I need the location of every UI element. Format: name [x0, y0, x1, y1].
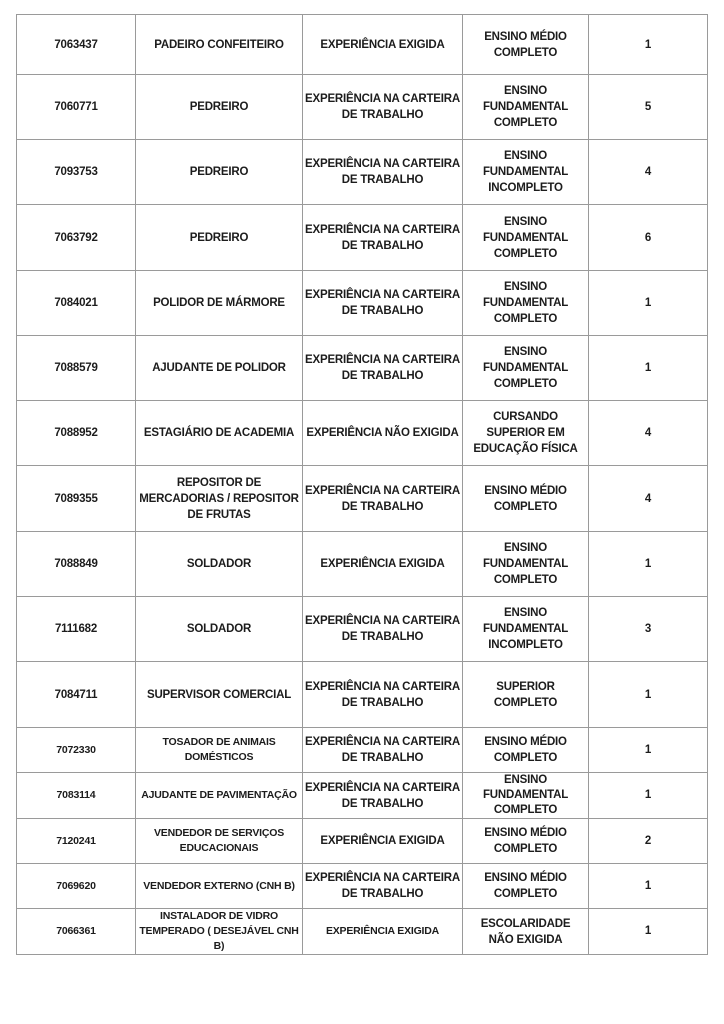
table-row — [17, 864, 708, 909]
education-requirement: ENSINO MÉDIO COMPLETO — [463, 819, 589, 864]
vacancy-code: 7088579 — [17, 336, 136, 401]
experience-requirement: EXPERIÊNCIA NA CARTEIRA DE TRABALHO — [303, 662, 463, 728]
table-row — [17, 140, 708, 205]
education-requirement: ENSINO MÉDIO COMPLETO — [463, 728, 589, 773]
education-requirement: CURSANDO SUPERIOR EM EDUCAÇÃO FÍSICA — [463, 401, 589, 466]
vacancy-count: 4 — [589, 140, 708, 205]
vacancy-count: 1 — [589, 864, 708, 909]
table-row — [17, 532, 708, 597]
vacancy-code: 7063792 — [17, 205, 136, 271]
vacancy-code: 7120241 — [17, 819, 136, 864]
table-row — [17, 662, 708, 728]
vacancy-code: 7066361 — [17, 909, 136, 955]
education-requirement: ENSINO FUNDAMENTAL COMPLETO — [463, 271, 589, 336]
table-row — [17, 773, 708, 819]
experience-requirement: EXPERIÊNCIA NA CARTEIRA DE TRABALHO — [303, 864, 463, 909]
experience-requirement: EXPERIÊNCIA EXIGIDA — [303, 532, 463, 597]
job-title: VENDEDOR EXTERNO (CNH B) — [136, 864, 303, 909]
education-requirement: ENSINO FUNDAMENTAL COMPLETO — [463, 205, 589, 271]
vacancy-count: 4 — [589, 401, 708, 466]
experience-requirement: EXPERIÊNCIA NA CARTEIRA DE TRABALHO — [303, 466, 463, 532]
job-title: REPOSITOR DE MERCADORIAS / REPOSITOR DE FRUTAS — [136, 466, 303, 532]
experience-requirement: EXPERIÊNCIA NA CARTEIRA DE TRABALHO — [303, 773, 463, 819]
job-title: PEDREIRO — [136, 205, 303, 271]
table-row — [17, 466, 708, 532]
vacancy-count: 5 — [589, 75, 708, 140]
table-row — [17, 15, 708, 75]
job-title: AJUDANTE DE POLIDOR — [136, 336, 303, 401]
vacancy-count: 1 — [589, 728, 708, 773]
vacancy-code: 7089355 — [17, 466, 136, 532]
job-title: AJUDANTE DE PAVIMENTAÇÃO — [136, 773, 303, 819]
table-row — [17, 205, 708, 271]
vacancy-count: 1 — [589, 662, 708, 728]
education-requirement: ENSINO FUNDAMENTAL COMPLETO — [463, 532, 589, 597]
vacancy-code: 7088952 — [17, 401, 136, 466]
job-vacancies-table — [16, 14, 708, 955]
vacancy-count: 1 — [589, 909, 708, 955]
table-row — [17, 75, 708, 140]
education-requirement: ENSINO FUNDAMENTAL COMPLETO — [463, 336, 589, 401]
table-row — [17, 336, 708, 401]
table-row — [17, 819, 708, 864]
education-requirement: ENSINO MÉDIO COMPLETO — [463, 15, 589, 75]
job-title: INSTALADOR DE VIDRO TEMPERADO ( DESEJÁVEL CNH B) — [136, 909, 303, 955]
job-title: SOLDADOR — [136, 597, 303, 662]
vacancy-code: 7083114 — [17, 773, 136, 819]
experience-requirement: EXPERIÊNCIA NA CARTEIRA DE TRABALHO — [303, 140, 463, 205]
job-title: TOSADOR DE ANIMAIS DOMÉSTICOS — [136, 728, 303, 773]
experience-requirement: EXPERIÊNCIA NA CARTEIRA DE TRABALHO — [303, 728, 463, 773]
experience-requirement: EXPERIÊNCIA NA CARTEIRA DE TRABALHO — [303, 75, 463, 140]
experience-requirement: EXPERIÊNCIA EXIGIDA — [303, 819, 463, 864]
vacancy-code: 7111682 — [17, 597, 136, 662]
vacancy-count: 1 — [589, 532, 708, 597]
vacancy-count: 1 — [589, 15, 708, 75]
education-requirement: ENSINO FUNDAMENTAL COMPLETO — [463, 75, 589, 140]
vacancy-code: 7072330 — [17, 728, 136, 773]
table-row — [17, 728, 708, 773]
experience-requirement: EXPERIÊNCIA NA CARTEIRA DE TRABALHO — [303, 205, 463, 271]
vacancy-count: 2 — [589, 819, 708, 864]
job-title: PADEIRO CONFEITEIRO — [136, 15, 303, 75]
vacancy-code: 7084711 — [17, 662, 136, 728]
experience-requirement: EXPERIÊNCIA EXIGIDA — [303, 15, 463, 75]
education-requirement: ENSINO FUNDAMENTAL INCOMPLETO — [463, 597, 589, 662]
experience-requirement: EXPERIÊNCIA EXIGIDA — [303, 909, 463, 955]
table-row — [17, 597, 708, 662]
table-row — [17, 271, 708, 336]
vacancy-count: 1 — [589, 336, 708, 401]
vacancy-code: 7084021 — [17, 271, 136, 336]
education-requirement: ENSINO MÉDIO COMPLETO — [463, 466, 589, 532]
table-row — [17, 401, 708, 466]
job-title: PEDREIRO — [136, 140, 303, 205]
education-requirement: SUPERIOR COMPLETO — [463, 662, 589, 728]
experience-requirement: EXPERIÊNCIA NÃO EXIGIDA — [303, 401, 463, 466]
education-requirement: ESCOLARIDADE NÃO EXIGIDA — [463, 909, 589, 955]
experience-requirement: EXPERIÊNCIA NA CARTEIRA DE TRABALHO — [303, 271, 463, 336]
vacancy-count: 3 — [589, 597, 708, 662]
vacancy-count: 1 — [589, 773, 708, 819]
vacancy-code: 7093753 — [17, 140, 136, 205]
experience-requirement: EXPERIÊNCIA NA CARTEIRA DE TRABALHO — [303, 336, 463, 401]
table-body — [17, 15, 708, 955]
vacancy-count: 6 — [589, 205, 708, 271]
job-title: POLIDOR DE MÁRMORE — [136, 271, 303, 336]
experience-requirement: EXPERIÊNCIA NA CARTEIRA DE TRABALHO — [303, 597, 463, 662]
job-title: SOLDADOR — [136, 532, 303, 597]
job-title: ESTAGIÁRIO DE ACADEMIA — [136, 401, 303, 466]
job-title: SUPERVISOR COMERCIAL — [136, 662, 303, 728]
vacancy-code: 7069620 — [17, 864, 136, 909]
education-requirement: ENSINO MÉDIO COMPLETO — [463, 864, 589, 909]
vacancy-code: 7060771 — [17, 75, 136, 140]
vacancy-count: 1 — [589, 271, 708, 336]
education-requirement: ENSINO FUNDAMENTAL COMPLETO — [463, 773, 589, 819]
job-title: PEDREIRO — [136, 75, 303, 140]
job-title: VENDEDOR DE SERVIÇOS EDUCACIONAIS — [136, 819, 303, 864]
vacancy-code: 7088849 — [17, 532, 136, 597]
vacancy-code: 7063437 — [17, 15, 136, 75]
table-row — [17, 909, 708, 955]
vacancy-count: 4 — [589, 466, 708, 532]
education-requirement: ENSINO FUNDAMENTAL INCOMPLETO — [463, 140, 589, 205]
